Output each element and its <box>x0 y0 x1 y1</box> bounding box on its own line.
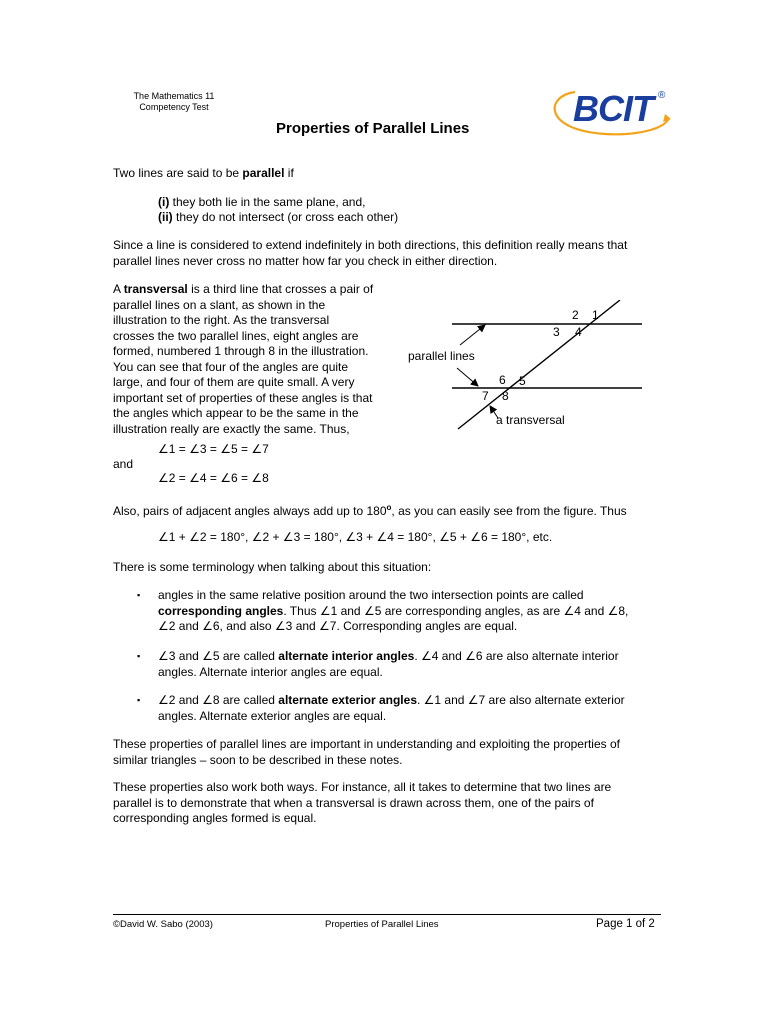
page-title: Properties of Parallel Lines <box>276 120 470 137</box>
alternate-exterior-item: ∠2 and ∠8 are called alternate exterior angles. ∠1 and ∠7 are also alternate exterior angles. Alternate exterior angles are equal. <box>158 693 625 723</box>
equation-and: and <box>113 457 134 471</box>
equation-odd-angles: ∠1 = ∠3 = ∠5 = ∠7 <box>158 442 269 456</box>
angle-label-4: 4 <box>575 325 582 339</box>
angle-label-7: 7 <box>482 389 489 403</box>
logo-registered-mark: ® <box>658 90 666 101</box>
test-name <box>118 91 230 113</box>
degree-sup: o <box>386 503 392 512</box>
angle-label-2: 2 <box>572 308 579 322</box>
term-alternate-interior: alternate interior angles <box>278 649 415 663</box>
bcit-logo <box>545 84 675 140</box>
parallel-definition: Two lines are said to be parallel if <box>113 166 294 180</box>
arrow-to-bottom-line <box>457 368 478 386</box>
terminology-intro: There is some terminology when talking about this situation: <box>113 560 432 574</box>
parallel-lines-diagram <box>400 300 650 435</box>
footer-page-number: Page 1 of 2 <box>596 918 655 930</box>
angle-label-6: 6 <box>499 373 506 387</box>
footer-rule <box>113 914 661 915</box>
logo-text: BCIT <box>573 88 653 129</box>
angle-label-3: 3 <box>553 325 560 339</box>
term-parallel: parallel <box>242 166 285 180</box>
alternate-interior-item: ∠3 and ∠5 are called alternate interior angles. ∠4 and ∠6 are also alternate interior angles. Alternate interior angles are equal. <box>158 649 619 679</box>
angle-label-1: 1 <box>592 308 599 322</box>
condition-1: (i) they both lie in the same plane, and, <box>158 195 366 209</box>
footer-doc-title: Properties of Parallel Lines <box>325 919 439 930</box>
term-corresponding-angles: corresponding angles <box>158 603 284 618</box>
angle-label-5: 5 <box>519 374 526 388</box>
bullet-marker: ▪ <box>137 590 141 600</box>
supplementary-intro: Also, pairs of adjacent angles always add up to 180$^o$, as you can easily see from the figure. Thus <box>113 503 627 518</box>
footer-copyright: ©David W. Sabo (2003) <box>113 919 213 930</box>
transversal-label: a transversal <box>496 413 565 427</box>
converse-paragraph: These properties also work both ways. For instance, all it takes to determine that two lines are parallel is to demonstrate that when a transversal is drawn across them, one of the pairs of corresponding angles formed is equal. <box>113 780 612 825</box>
angle-label-8: 8 <box>502 389 509 403</box>
transversal-paragraph: A transversal is a third line that crosses a pair of parallel lines on a slant, as shown in the illustration to the right. As the transversal crosses the two parallel lines, eight angles are formed, numbered 1 through 8 in the illustration. You can see that four of the angles are quite large, and four of them are quite small. A very important set of properties of these angles is that the angles which appear to be the same in the illustration really are exactly the same. Thus, <box>113 282 374 436</box>
condition-2: (ii) they do not intersect (or cross each other) <box>158 210 399 224</box>
test-name-line1: The Mathematics 11 <box>133 91 215 101</box>
definition-explanation: Since a line is considered to extend indefinitely in both directions, this definition really means that parallel lines never cross no matter how far you check in either direction. <box>113 238 628 268</box>
bullet-marker: ▪ <box>137 651 141 661</box>
term-transversal: transversal <box>123 282 188 296</box>
arrow-to-top-line <box>460 325 485 345</box>
similar-triangles-paragraph: These properties of parallel lines are important in understanding and exploiting the properties of similar triangles – soon to be described in these notes. <box>113 737 620 767</box>
term-alternate-exterior: alternate exterior angles <box>278 693 417 707</box>
parallel-lines-label: parallel lines <box>408 349 475 363</box>
bullet-marker: ▪ <box>137 695 141 705</box>
supplementary-equation: ∠1 + ∠2 = 180°, ∠2 + ∠3 = 180°, ∠3 + ∠4 = 180°, ∠5 + ∠6 = 180°, etc. <box>158 530 553 544</box>
test-name-line2: Competency Test <box>139 102 209 112</box>
equation-even-angles: ∠2 = ∠4 = ∠6 = ∠8 <box>158 471 269 485</box>
corresponding-angles-item: angles in the same relative position around the two intersection points are called corresponding angles. Thus ∠1 and ∠5 are corresponding angles, as are ∠4 and ∠8, ∠2 and ∠6, and also ∠3 and ∠7. Corresponding angles are equal. <box>158 588 629 633</box>
